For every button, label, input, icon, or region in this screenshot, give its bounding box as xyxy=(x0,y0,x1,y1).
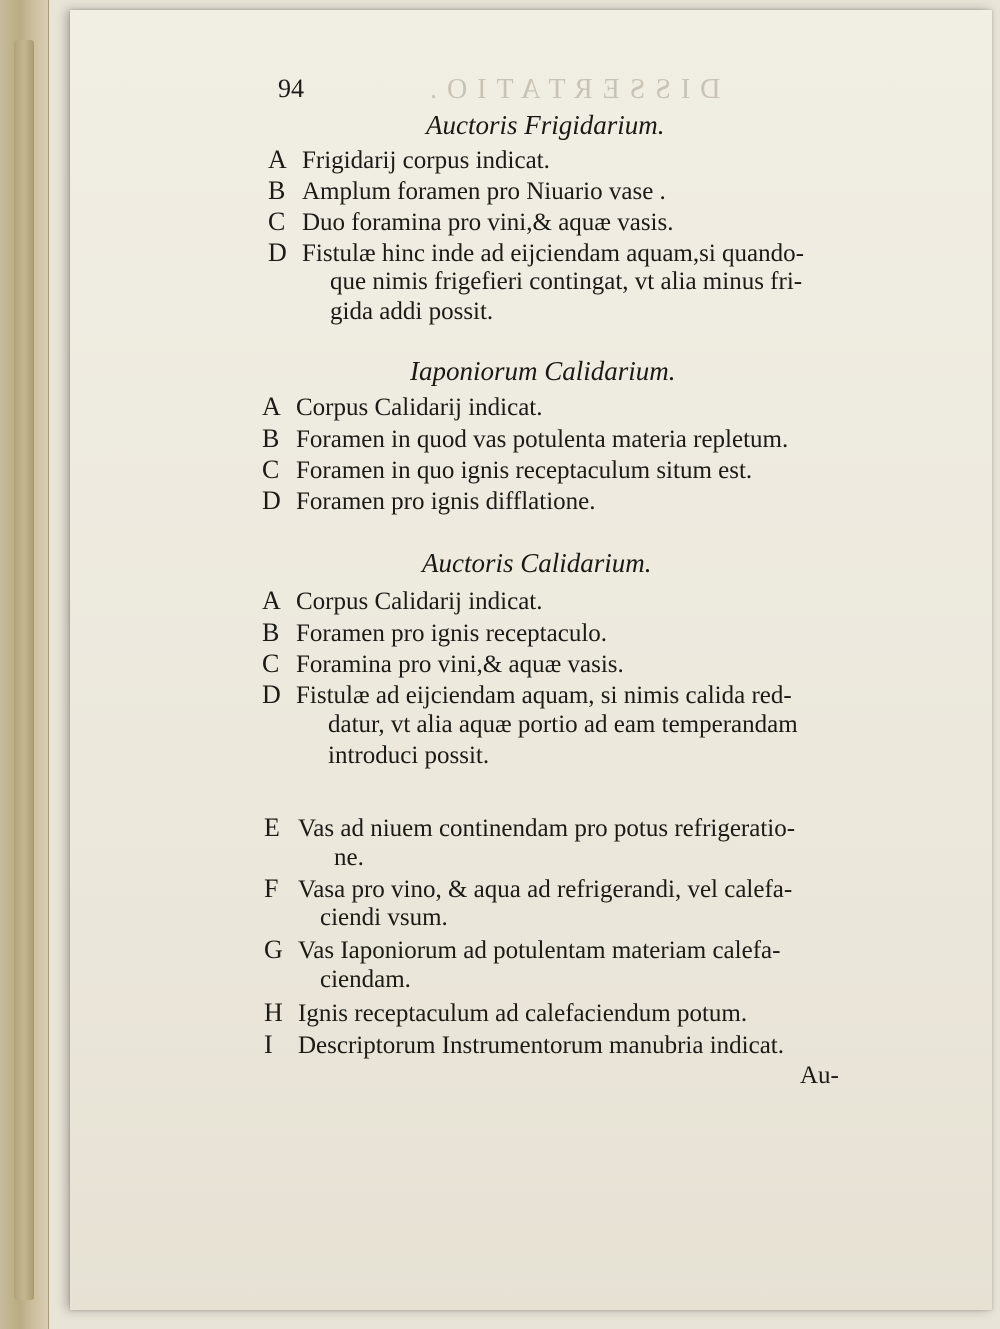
list-item-continuation: ne. xyxy=(334,844,364,871)
list-item: G Vas Iaponiorum ad potulentam materiam calefa- xyxy=(264,935,781,964)
page-number: 94 xyxy=(278,74,304,103)
list-item-continuation: datur, vt alia aquæ portio ad eam temperandam xyxy=(328,711,798,738)
list-item: C Foramina pro vini,& aquæ vasis. xyxy=(262,649,624,678)
list-item: A Corpus Calidarij indicat. xyxy=(262,586,543,615)
list-item: A Corpus Calidarij indicat. xyxy=(262,392,543,421)
list-item: E Vas ad niuem continendam pro potus refrigeratio- xyxy=(264,813,796,842)
list-item: B Foramen in quod vas potulenta materia repletum. xyxy=(262,424,789,453)
list-item: F Vasa pro vino, & aqua ad refrigerandi, vel calefa- xyxy=(264,874,793,903)
binding-spine xyxy=(14,40,34,1300)
list-item-continuation: ciendam. xyxy=(320,966,411,993)
list-item: D Fistulæ hinc inde ad eijciendam aquam,si quando- xyxy=(268,238,804,267)
list-item: C Foramen in quo ignis receptaculum situm est. xyxy=(262,455,753,484)
catchword: Au- xyxy=(800,1062,839,1089)
list-item: H Ignis receptaculum ad calefaciendum potum. xyxy=(264,998,748,1027)
list-item-continuation: que nimis frigefieri contingat, vt alia minus fri- xyxy=(330,268,803,295)
list-item: C Duo foramina pro vini,& aquæ vasis. xyxy=(268,207,674,236)
list-item-continuation: introduci possit. xyxy=(328,742,490,769)
section-heading-auctoris-frigidarium: Auctoris Frigidarium. xyxy=(426,110,665,140)
list-item: D Foramen pro ignis difflatione. xyxy=(262,486,596,515)
book-binding xyxy=(0,0,49,1329)
list-item-continuation: gida addi possit. xyxy=(330,298,494,325)
list-item: D Fistulæ ad eijciendam aquam, si nimis calida red- xyxy=(262,680,792,709)
section-heading-auctoris-calidarium: Auctoris Calidarium. xyxy=(422,548,652,578)
section-heading-iaponiorum-calidarium: Iaponiorum Calidarium. xyxy=(410,356,676,386)
list-item: B Foramen pro ignis receptaculo. xyxy=(262,618,608,647)
bleed-through-text: DISSERTATIO. xyxy=(420,74,721,105)
list-item-continuation: ciendi vsum. xyxy=(320,904,448,931)
list-item: B Amplum foramen pro Niuario vase . xyxy=(268,176,666,205)
list-item: A Frigidarij corpus indicat. xyxy=(268,145,550,174)
list-item: I Descriptorum Instrumentorum manubria indicat. xyxy=(264,1030,784,1059)
